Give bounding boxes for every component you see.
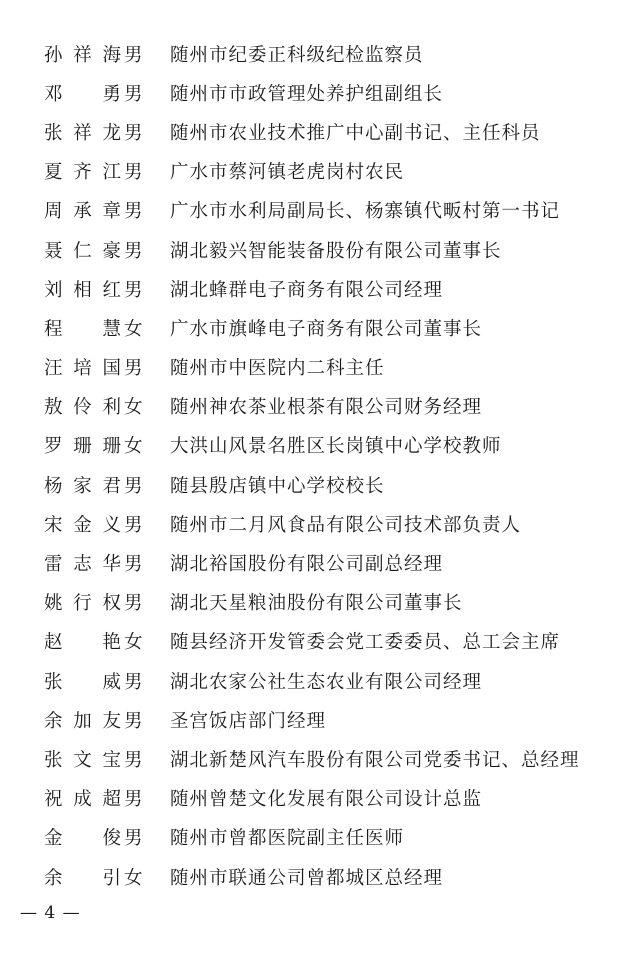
person-gender: 女 (124, 632, 144, 654)
person-name: 程 慧 (44, 318, 122, 340)
person-title: 湖北农家公社生态农业有限公司经理 (170, 671, 483, 693)
roster-row (44, 818, 619, 857)
person-name: 罗 珊 珊 (44, 436, 122, 458)
roster-row (44, 622, 619, 661)
person-title: 随州市中医院内二科主任 (170, 358, 385, 380)
person-gender: 女 (124, 867, 144, 889)
person-name: 刘 相 红 (44, 279, 122, 301)
roster-row (44, 387, 619, 426)
person-gender: 男 (124, 710, 144, 732)
person-name: 张 文 宝 (44, 749, 122, 771)
person-title: 随州市农业技术推广中心副书记、主任科员 (170, 122, 541, 144)
person-name: 张 祥 龙 (44, 122, 122, 144)
person-gender: 女 (124, 397, 144, 419)
person-name: 周 承 章 (44, 201, 122, 223)
roster-row (44, 543, 619, 582)
person-gender: 男 (124, 358, 144, 380)
person-name: 余 加 友 (44, 710, 122, 732)
person-gender: 男 (124, 475, 144, 497)
roster-row (44, 583, 619, 622)
person-gender: 男 (124, 162, 144, 184)
roster-row (44, 230, 619, 269)
person-gender: 男 (124, 279, 144, 301)
roster-row (44, 700, 619, 739)
person-gender: 男 (124, 593, 144, 615)
roster-row (44, 34, 619, 73)
person-title: 湖北新楚风汽车股份有限公司党委书记、总经理 (170, 749, 580, 771)
person-gender: 男 (124, 44, 144, 66)
person-name: 敖 伶 利 (44, 397, 122, 419)
person-gender: 男 (124, 240, 144, 262)
roster-list (44, 34, 619, 896)
person-name: 孙 祥 海 (44, 44, 122, 66)
person-name: 姚 行 权 (44, 593, 122, 615)
person-title: 随州曾楚文化发展有限公司设计总监 (170, 789, 483, 811)
person-title: 广水市旗峰电子商务有限公司董事长 (170, 318, 483, 340)
person-name: 夏 齐 江 (44, 162, 122, 184)
person-title: 广水市蔡河镇老虎岗村农民 (170, 162, 405, 184)
person-name: 宋 金 义 (44, 514, 122, 536)
roster-row (44, 857, 619, 896)
person-title: 随州市联通公司曾都城区总经理 (170, 867, 444, 889)
person-gender: 男 (124, 749, 144, 771)
roster-row (44, 504, 619, 543)
person-gender: 男 (124, 122, 144, 144)
roster-row (44, 779, 619, 818)
person-gender: 男 (124, 671, 144, 693)
person-title: 随州市二月风食品有限公司技术部负责人 (170, 514, 522, 536)
roster-row (44, 348, 619, 387)
roster-row (44, 73, 619, 112)
roster-row (44, 269, 619, 308)
person-gender: 男 (124, 828, 144, 850)
person-gender: 男 (124, 514, 144, 536)
person-title: 随州市曾都医院副主任医师 (170, 828, 405, 850)
person-name: 雷 志 华 (44, 554, 122, 576)
person-name: 聂 仁 豪 (44, 240, 122, 262)
person-name: 邓 勇 (44, 83, 122, 105)
person-name: 张 威 (44, 671, 122, 693)
roster-row (44, 661, 619, 700)
person-name: 杨 家 君 (44, 475, 122, 497)
roster-row (44, 191, 619, 230)
person-title: 湖北蜂群电子商务有限公司经理 (170, 279, 444, 301)
roster-row (44, 426, 619, 465)
roster-row (44, 112, 619, 151)
person-gender: 女 (124, 318, 144, 340)
person-name: 祝 成 超 (44, 789, 122, 811)
person-name: 金 俊 (44, 828, 122, 850)
person-title: 随县殷店镇中心学校校长 (170, 475, 385, 497)
person-gender: 男 (124, 201, 144, 223)
person-name: 赵 艳 (44, 632, 122, 654)
person-title: 随州市市政管理处养护组副组长 (170, 83, 444, 105)
person-title: 随州市纪委正科级纪检监察员 (170, 44, 424, 66)
roster-row (44, 152, 619, 191)
person-title: 随州神农茶业根茶有限公司财务经理 (170, 397, 483, 419)
person-title: 湖北天星粮油股份有限公司董事长 (170, 593, 463, 615)
person-title: 大洪山风景名胜区长岗镇中心学校教师 (170, 436, 502, 458)
person-title: 湖北裕国股份有限公司副总经理 (170, 554, 444, 576)
person-title: 随县经济开发管委会党工委委员、总工会主席 (170, 632, 561, 654)
person-title: 圣宫饭店部门经理 (170, 710, 327, 732)
person-gender: 女 (124, 436, 144, 458)
person-gender: 男 (124, 789, 144, 811)
person-gender: 男 (124, 554, 144, 576)
page-number: — 4 — (20, 903, 81, 923)
roster-row (44, 308, 619, 347)
roster-row (44, 739, 619, 778)
person-name: 汪 培 国 (44, 358, 122, 380)
roster-row (44, 465, 619, 504)
person-title: 湖北毅兴智能装备股份有限公司董事长 (170, 240, 502, 262)
person-title: 广水市水利局副局长、杨寨镇代畈村第一书记 (170, 201, 561, 223)
person-name: 余 引 (44, 867, 122, 889)
person-gender: 男 (124, 83, 144, 105)
